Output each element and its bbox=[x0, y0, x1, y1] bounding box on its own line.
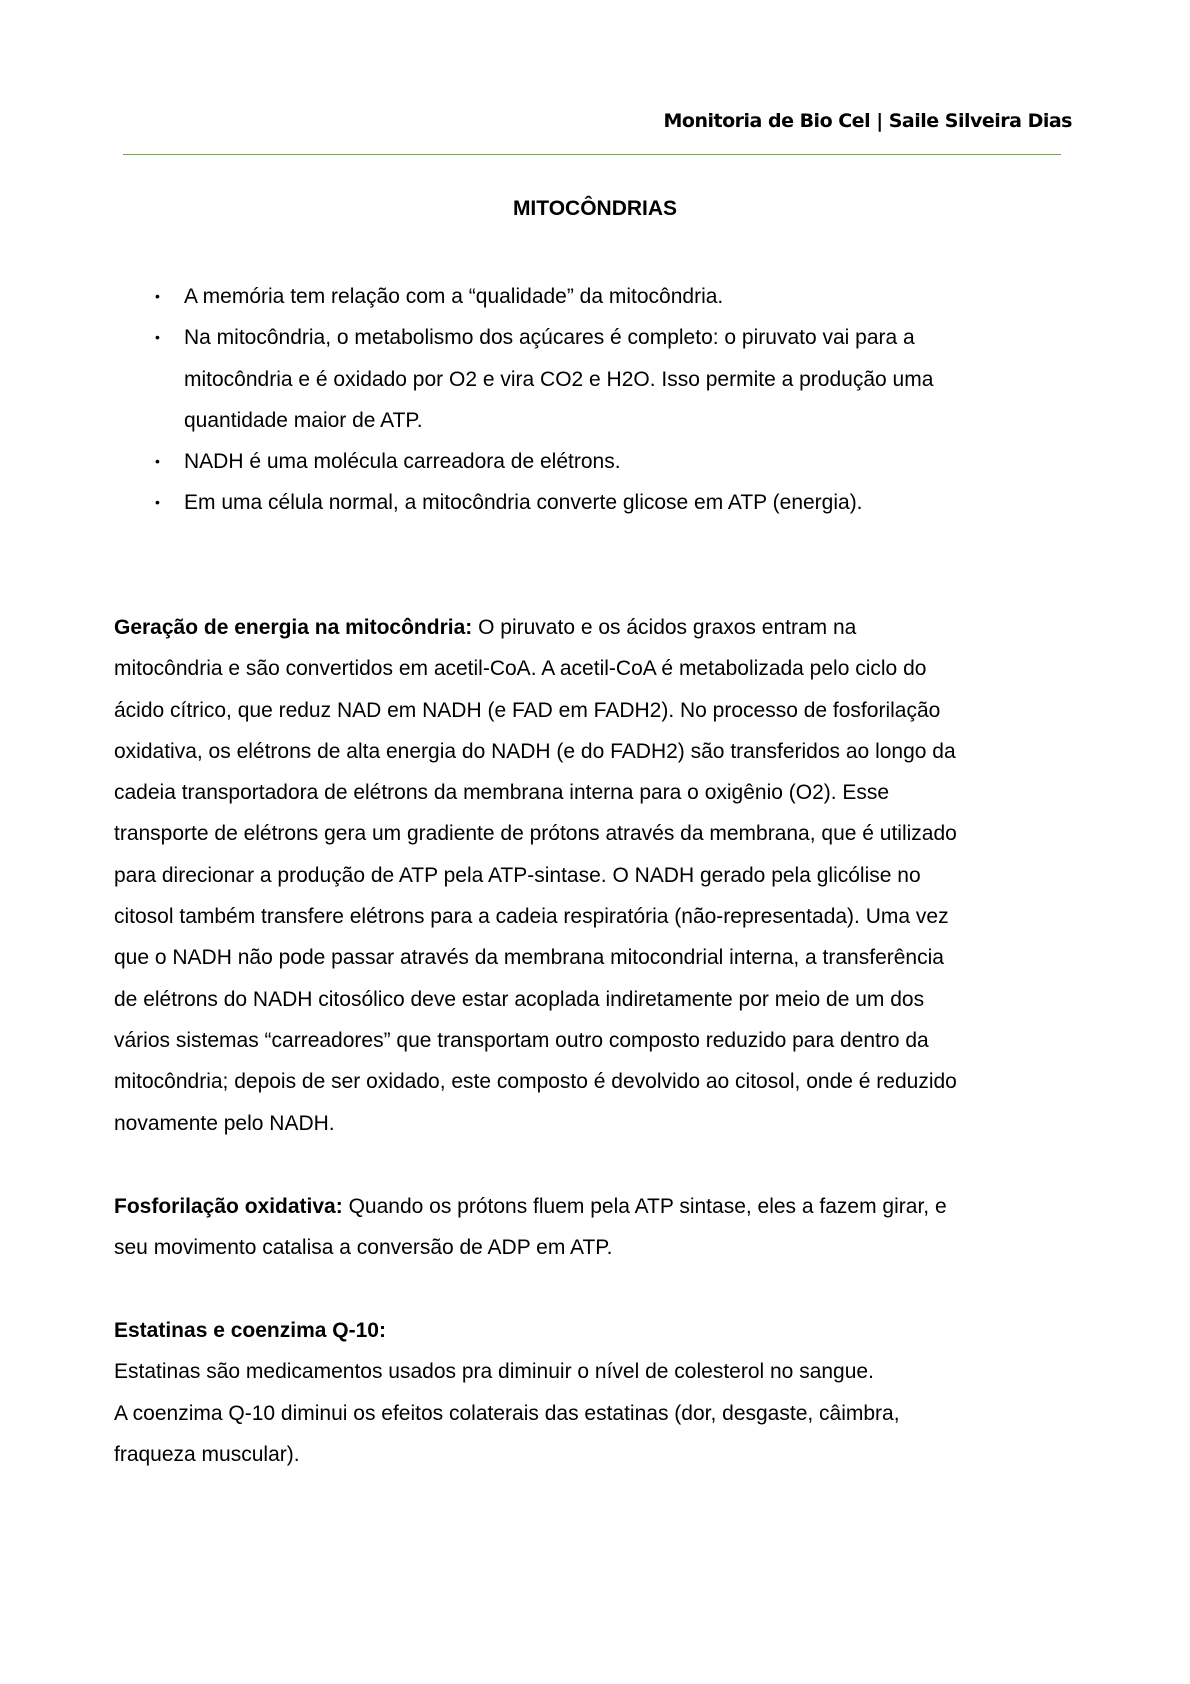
paragraph-line: novamente pelo NADH. bbox=[114, 1111, 335, 1135]
bullet-text: Na mitocôndria, o metabolismo dos açúcares é completo: o piruvato vai para a bbox=[184, 326, 915, 350]
paragraph-line: citosol também transfere elétrons para a cadeia respiratória (não-representada). Uma vez bbox=[114, 905, 949, 929]
bullet-text: A memória tem relação com a “qualidade” da mitocôndria. bbox=[184, 285, 724, 308]
section-heading: Estatinas e coenzima Q-10: bbox=[114, 1319, 386, 1342]
bullet-text: Em uma célula normal, a mitocôndria converte glicose em ATP (energia). bbox=[184, 491, 863, 515]
paragraph-line: para direcionar a produção de ATP pela ATP-sintase. O NADH gerado pela glicólise no bbox=[114, 863, 921, 887]
paragraph-line: cadeia transportadora de elétrons da membrana interna para o oxigênio (O2). Esse bbox=[114, 781, 890, 805]
page-title: MITOCÔNDRIAS bbox=[512, 197, 678, 220]
bullet-text: NADH é uma molécula carreadora de elétrons. bbox=[184, 450, 621, 474]
bullet-text: quantidade maior de ATP. bbox=[184, 408, 423, 432]
paragraph-line: seu movimento catalisa a conversão de ADP em ATP. bbox=[114, 1236, 613, 1260]
paragraph-text: O piruvato e os ácidos graxos entram na bbox=[472, 616, 857, 639]
bullet-icon: • bbox=[155, 494, 160, 511]
paragraph-text: Quando os prótons fluem pela ATP sintase, eles a fazem girar, e bbox=[342, 1195, 947, 1218]
statins-paragraph bbox=[114, 1310, 900, 1475]
paragraph-line: fraqueza muscular). bbox=[114, 1442, 300, 1466]
paragraph-line: Estatinas são medicamentos usados pra diminuir o nível de colesterol no sangue. bbox=[114, 1360, 874, 1384]
section-heading: Geração de energia na mitocôndria: bbox=[114, 616, 473, 639]
bullet-item bbox=[155, 482, 933, 523]
paragraph-line: vários sistemas “carreadores” que transportam outro composto reduzido para dentro da bbox=[114, 1028, 929, 1052]
paragraph-line: ácido cítrico, que reduz NAD em NADH (e FAD em FADH2). No processo de fosforilação bbox=[114, 698, 941, 722]
paragraph-line: de elétrons do NADH citosólico deve estar acoplada indiretamente por meio de um dos bbox=[114, 987, 925, 1011]
paragraph-line: mitocôndria; depois de ser oxidado, este composto é devolvido ao citosol, onde é reduzido bbox=[114, 1070, 957, 1094]
paragraph-line: A coenzima Q-10 diminui os efeitos colaterais das estatinas (dor, desgaste, câimbra, bbox=[114, 1401, 900, 1425]
header-divider bbox=[123, 154, 1061, 155]
bullet-item bbox=[155, 441, 933, 482]
paragraph-line bbox=[114, 1310, 900, 1351]
page-header: Monitoria de Bio Cel | Saile Silveira Dias bbox=[663, 110, 1072, 132]
bullet-icon: • bbox=[155, 453, 160, 470]
bullet-text: mitocôndria e é oxidado por O2 e vira CO2 e H2O. Isso permite a produção uma bbox=[184, 367, 934, 391]
energy-paragraph bbox=[114, 607, 957, 1144]
section-heading: Fosforilação oxidativa: bbox=[114, 1195, 343, 1218]
paragraph-line bbox=[114, 1186, 947, 1227]
bullet-item bbox=[155, 317, 933, 441]
paragraph-line: transporte de elétrons gera um gradiente de prótons através da membrana, que é utilizado bbox=[114, 822, 957, 846]
bullet-icon: • bbox=[155, 288, 160, 304]
bullet-list bbox=[155, 276, 933, 524]
phosphorylation-paragraph bbox=[114, 1186, 947, 1269]
paragraph-line: mitocôndria e são convertidos em acetil-CoA. A acetil-CoA é metabolizada pelo ciclo do bbox=[114, 657, 927, 681]
paragraph-line: que o NADH não pode passar através da membrana mitocondrial interna, a transferência bbox=[114, 946, 944, 970]
paragraph-line: oxidativa, os elétrons de alta energia do NADH (e do FADH2) são transferidos ao longo da bbox=[114, 739, 956, 763]
bullet-item bbox=[155, 276, 933, 317]
paragraph-line bbox=[114, 607, 957, 648]
bullet-icon: • bbox=[155, 329, 160, 346]
